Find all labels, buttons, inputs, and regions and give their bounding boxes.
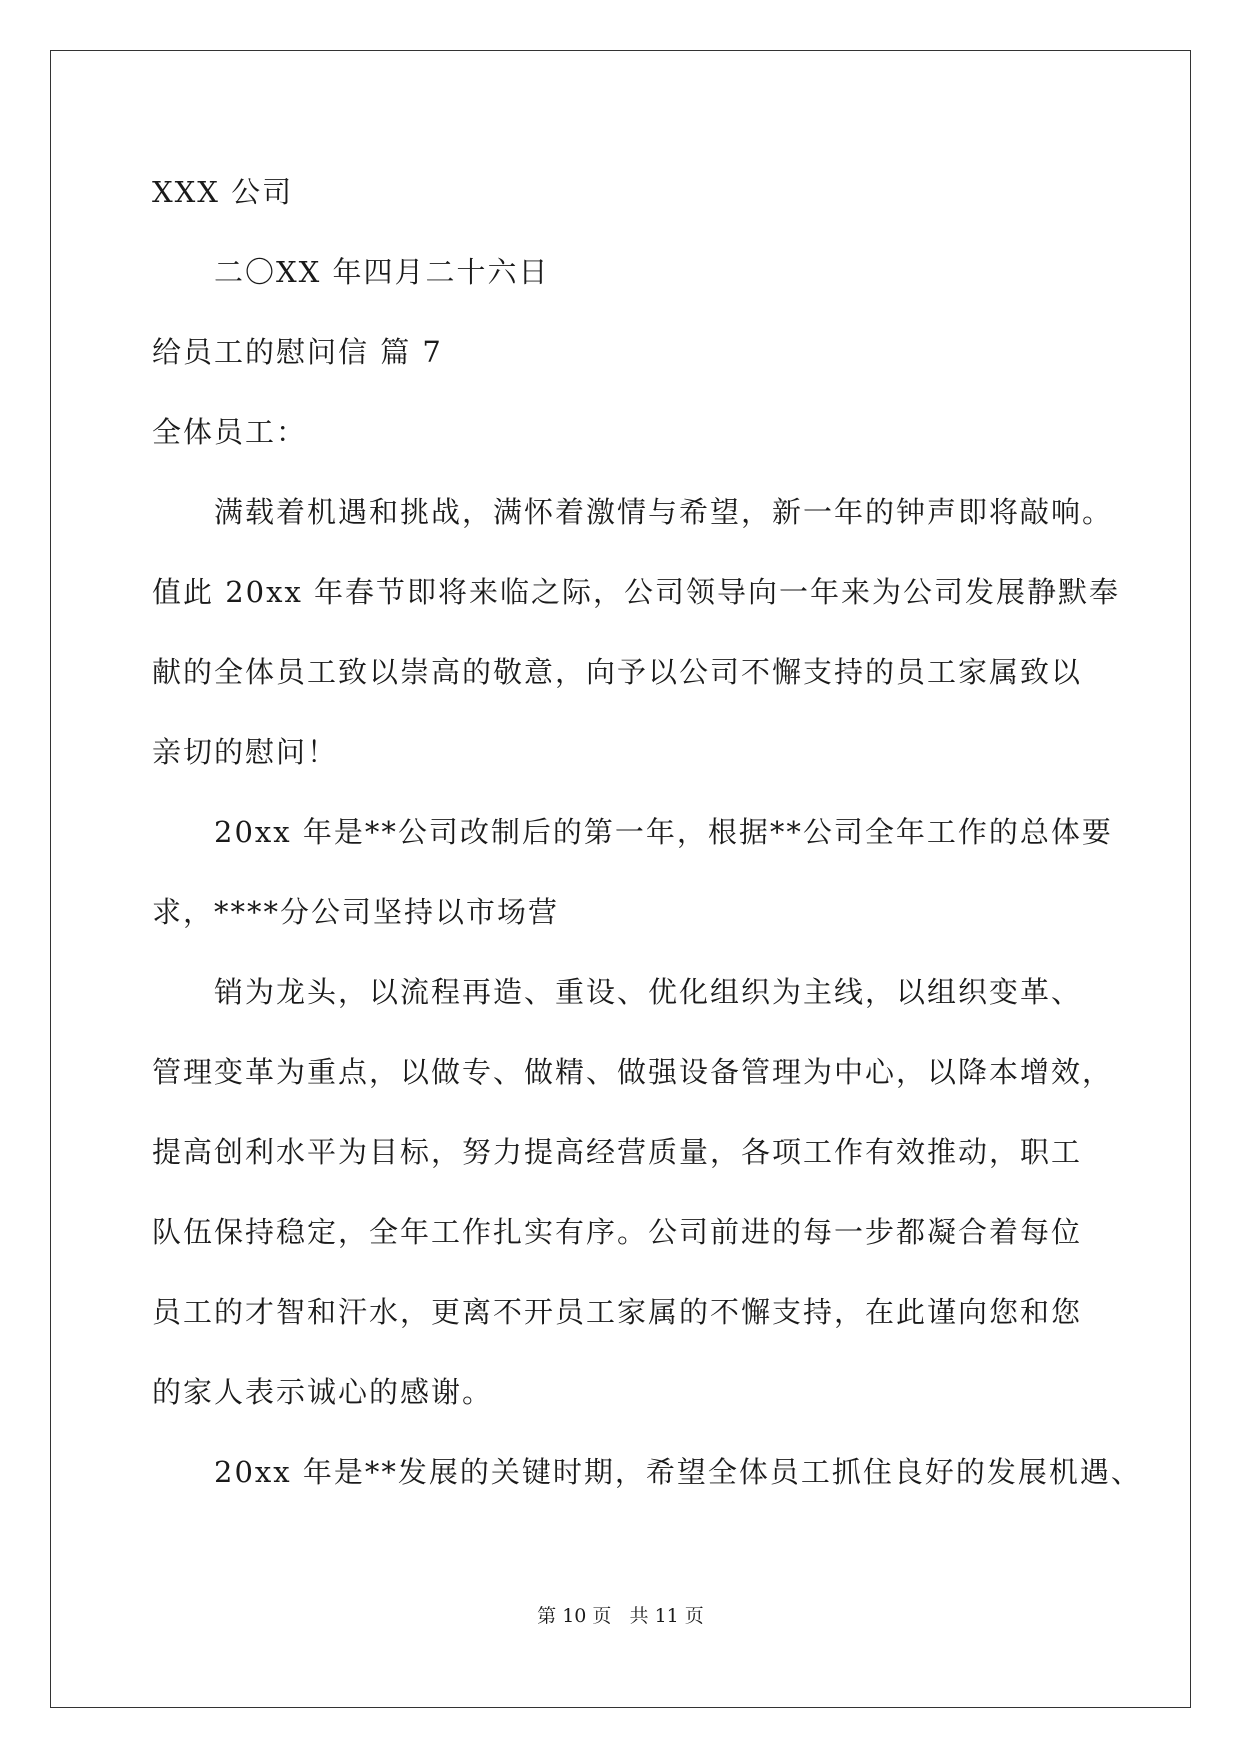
body-line: 值此 20xx 年春节即将来临之际，公司领导向一年来为公司发展静默奉 <box>152 575 1121 609</box>
body-line: 20xx 年是**公司改制后的第一年，根据**公司全年工作的总体要 <box>214 815 1113 849</box>
body-line: 亲切的慰问！ <box>152 735 339 769</box>
body-line: 销为龙头，以流程再造、重设、优化组织为主线，以组织变革、 <box>214 975 1083 1009</box>
body-line: 满载着机遇和挑战，满怀着激情与希望，新一年的钟声即将敲响。 <box>214 495 1114 529</box>
body-line: 队伍保持稳定，全年工作扎实有序。公司前进的每一步都凝合着每位 <box>152 1215 1083 1249</box>
body-line: 求，****分公司坚持以市场营 <box>152 895 560 929</box>
body-line: 20xx 年是**发展的关键时期，希望全体员工抓住良好的发展机遇、 <box>214 1455 1142 1489</box>
body-line: 员工的才智和汗水，更离不开员工家属的不懈支持，在此谨向您和您 <box>152 1295 1083 1329</box>
body-line: 提高创利水平为目标，努力提高经营质量，各项工作有效推动，职工 <box>152 1135 1083 1169</box>
salutation: 全体员工： <box>152 415 308 449</box>
body-line: 献的全体员工致以崇高的敬意，向予以公司不懈支持的员工家属致以 <box>152 655 1083 689</box>
date-line: 二〇XX 年四月二十六日 <box>214 255 550 289</box>
body-line: 的家人表示诚心的感谢。 <box>152 1375 494 1409</box>
page-number-footer: 第 10 页 共 11 页 <box>537 1605 704 1627</box>
company-name-line: XXX 公司 <box>152 175 294 209</box>
body-line: 管理变革为重点，以做专、做精、做强设备管理为中心，以降本增效， <box>152 1055 1114 1089</box>
letter-title: 给员工的慰问信 篇 7 <box>152 335 443 369</box>
